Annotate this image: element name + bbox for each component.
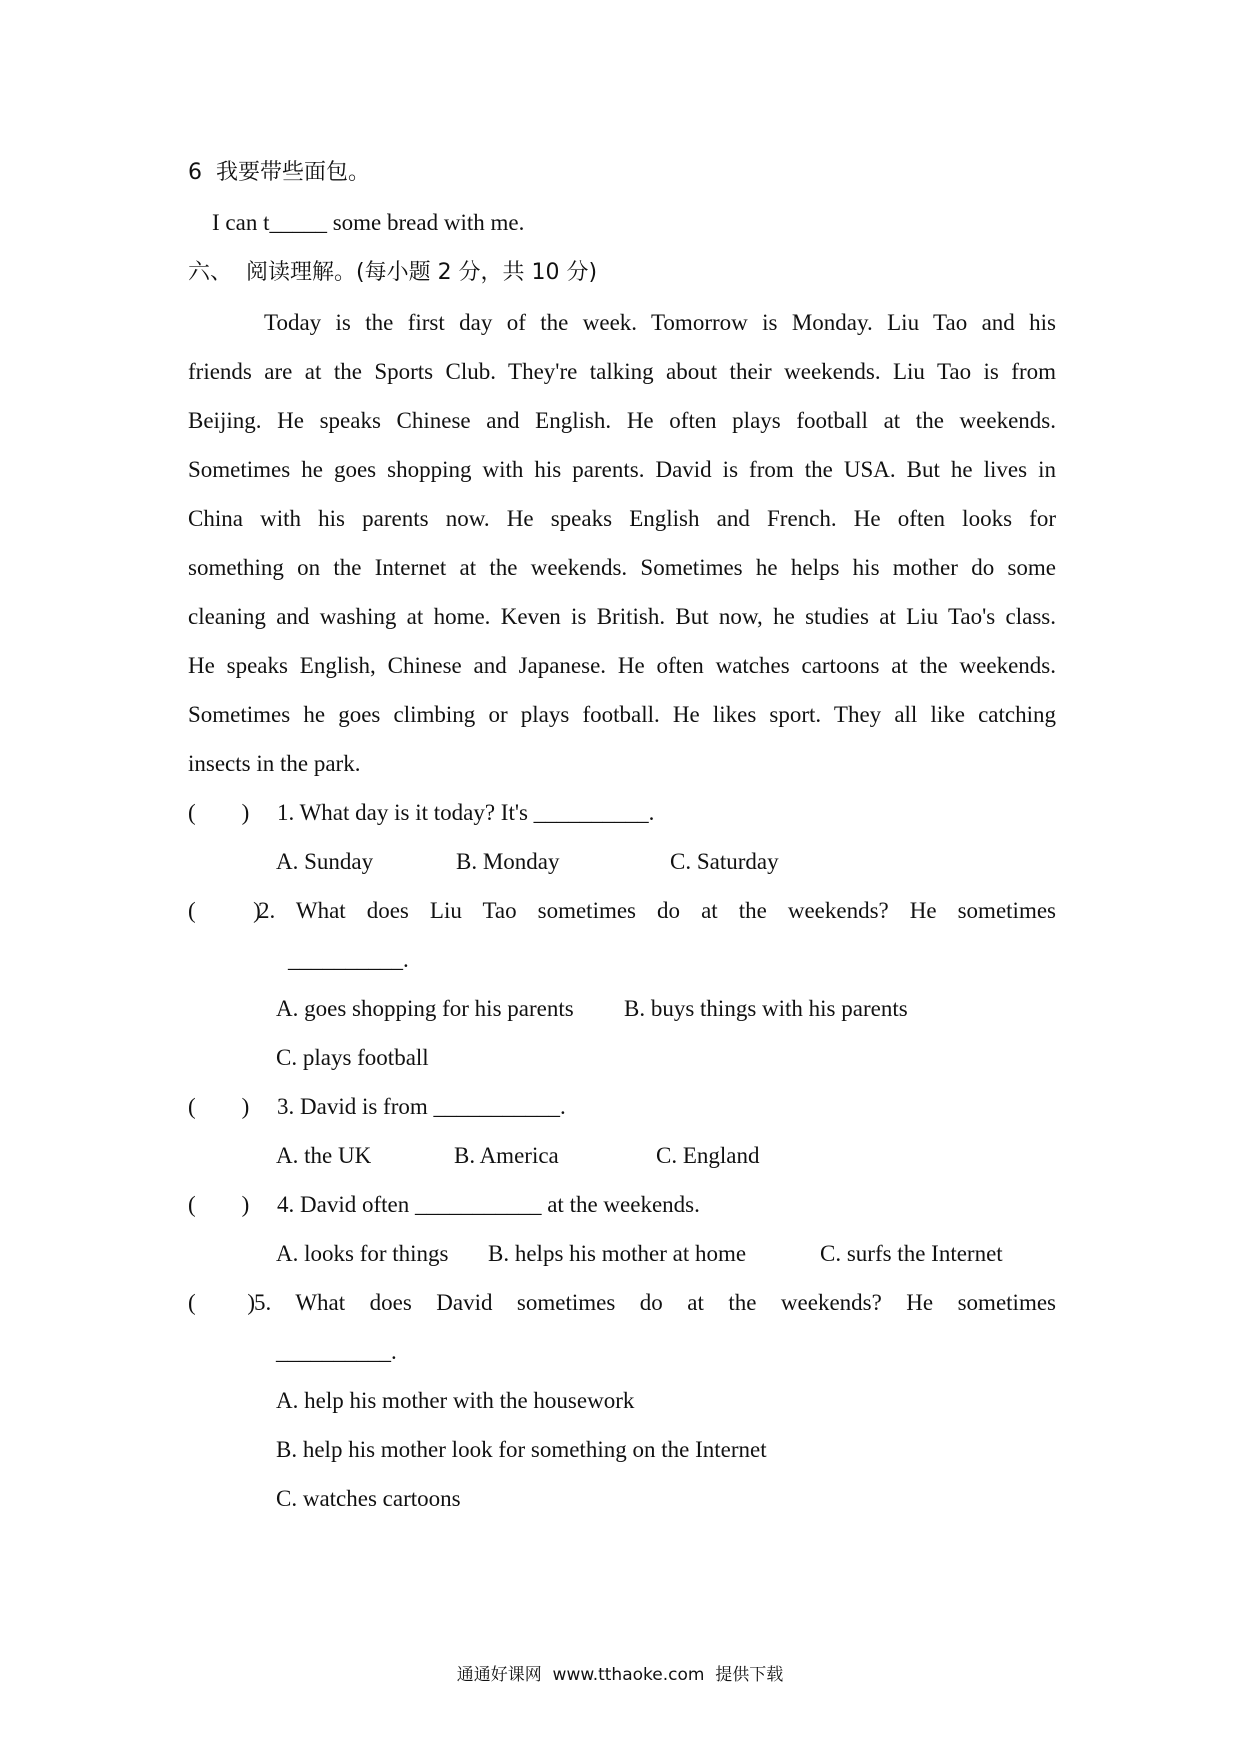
passage-line: something on the Internet at the weekends. Sometimes he helps his mother do some xyxy=(188,555,1056,580)
option-c[interactable]: C. plays football xyxy=(276,1045,429,1070)
option-a[interactable]: A. goes shopping for his parents xyxy=(276,996,574,1021)
passage-line: friends are at the Sports Club. They're talking about their weekends. Liu Tao is from xyxy=(188,359,1056,384)
question-stem: 5. What does David sometimes do at the weekends? He sometimes xyxy=(254,1290,1056,1315)
option-b[interactable]: B. buys things with his parents xyxy=(624,996,908,1021)
item6-english: I can t_____ some bread with me. xyxy=(212,210,525,235)
option-a[interactable]: A. looks for things xyxy=(276,1241,449,1266)
option-c[interactable]: C. Saturday xyxy=(670,849,779,874)
option-a[interactable]: A. help his mother with the housework xyxy=(276,1388,635,1413)
passage-line: Beijing. He speaks Chinese and English. He often plays football at the weekends. xyxy=(188,408,1056,433)
option-c[interactable]: C. England xyxy=(656,1143,760,1168)
passage-line: cleaning and washing at home. Keven is British. But now, he studies at Liu Tao's class. xyxy=(188,604,1056,629)
answer-bracket[interactable]: ( ) xyxy=(188,1094,250,1119)
answer-bracket[interactable]: ( ) xyxy=(188,898,261,923)
passage-line: Sometimes he goes climbing or plays football. He likes sport. They all like catching xyxy=(188,702,1056,727)
page-footer: 通通好课网 www.tthaoke.com 提供下载 xyxy=(456,1665,784,1685)
passage-line: Today is the first day of the week. Tomorrow is Monday. Liu Tao and his xyxy=(264,310,1056,335)
answer-bracket[interactable]: ( ) xyxy=(188,1290,256,1315)
question-blank: __________. xyxy=(288,947,409,972)
question-stem: 1. What day is it today? It's __________. xyxy=(277,800,655,825)
option-a[interactable]: A. Sunday xyxy=(276,849,374,874)
question-stem: 2. What does Liu Tao sometimes do at the weekends? He sometimes xyxy=(258,898,1056,923)
option-c[interactable]: C. surfs the Internet xyxy=(820,1241,1003,1266)
option-b[interactable]: B. help his mother look for something on the Internet xyxy=(276,1437,767,1462)
passage-line: He speaks English, Chinese and Japanese. He often watches cartoons at the weekends. xyxy=(188,653,1056,678)
passage-line: insects in the park. xyxy=(188,751,361,776)
section-title: 六、 阅读理解。(每小题 2 分，共 10 分) xyxy=(188,260,598,285)
item6-chinese: 6 我要带些面包。 xyxy=(188,160,370,185)
question-stem: 4. David often ___________ at the weekends. xyxy=(277,1192,700,1217)
passage-line: China with his parents now. He speaks English and French. He often looks for xyxy=(188,506,1056,531)
passage-line: Sometimes he goes shopping with his parents. David is from the USA. But he lives in xyxy=(188,457,1056,482)
question-stem: 3. David is from ___________. xyxy=(277,1094,566,1119)
answer-bracket[interactable]: ( ) xyxy=(188,1192,250,1217)
option-b[interactable]: B. helps his mother at home xyxy=(488,1241,747,1266)
question-blank: __________. xyxy=(276,1339,397,1364)
option-b[interactable]: B. Monday xyxy=(456,849,560,874)
answer-bracket[interactable]: ( ) xyxy=(188,800,250,825)
option-a[interactable]: A. the UK xyxy=(276,1143,372,1168)
option-b[interactable]: B. America xyxy=(454,1143,559,1168)
option-c[interactable]: C. watches cartoons xyxy=(276,1486,461,1511)
